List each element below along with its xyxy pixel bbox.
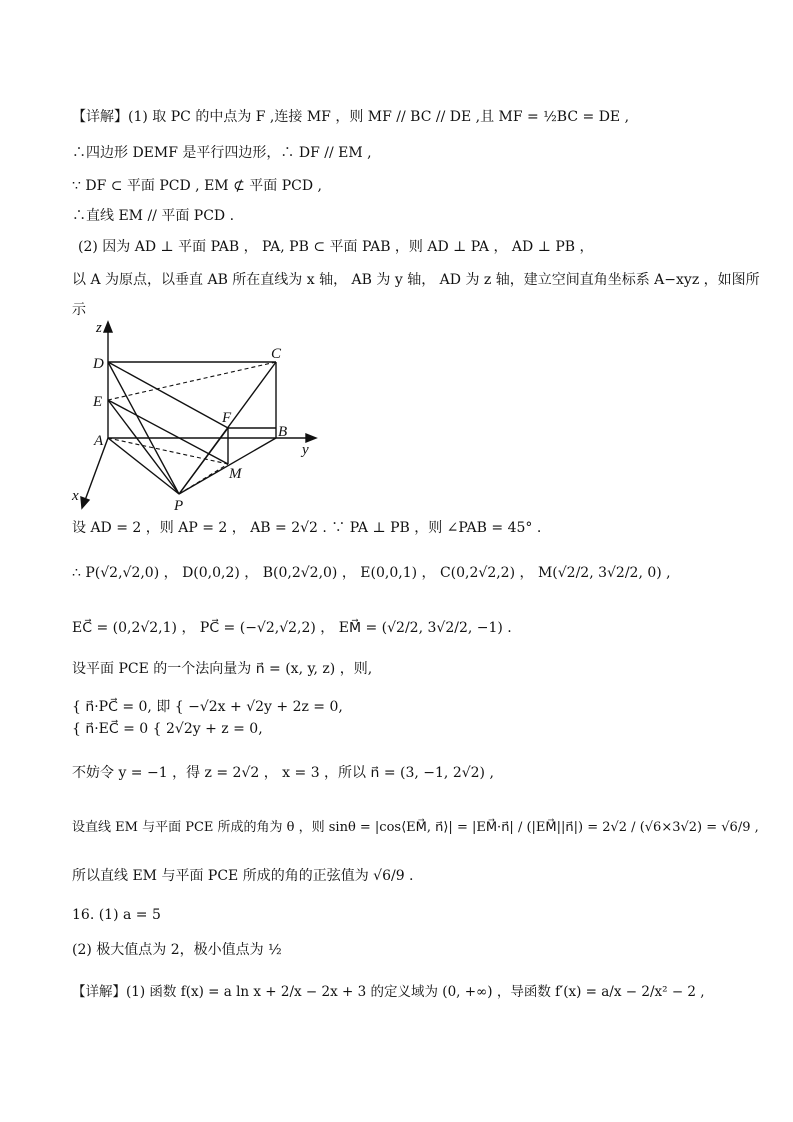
text-line-16: 16. (1) a = 5 — [72, 907, 161, 923]
label-M: M — [229, 466, 242, 482]
dashed-PM — [179, 464, 228, 494]
label-C: C — [271, 346, 282, 362]
dashed-EC — [108, 362, 276, 400]
text-line-17: (2) 极大值点为 2，极小值点为 ½ — [72, 942, 282, 958]
text-line-7: 示 — [72, 302, 86, 318]
z-axis-arrow — [104, 322, 112, 332]
text-line-1: 【详解】(1) 取 PC 的中点为 F ,连接 MF ，则 MF // BC // DE ,且 MF = ½BC = DE , — [72, 109, 630, 125]
label-D: D — [93, 356, 104, 372]
label-x: x — [72, 488, 79, 504]
text-line-2: ∴四边形 DEMF 是平行四边形，∴ DF // EM , — [72, 145, 372, 161]
edge-EM — [108, 400, 228, 464]
text-line-9: ∴ P(√2,√2,0) ， D(0,0,2) ， B(0,2√2,0) ， E(0,0,1) ， C(0,2√2,2) ， M(√2/2, 3√2/2, 0) , — [72, 565, 671, 581]
x-axis-arrow — [81, 497, 89, 508]
label-P: P — [174, 498, 184, 514]
label-B: B — [278, 424, 288, 440]
text-line-12b: { n⃗·EC⃗ = 0 { 2√2y + z = 0, — [72, 721, 263, 737]
text-line-14: 设直线 EM 与平面 PCE 所成的角为 θ ，则 sinθ = |cos⟨EM⃗, n⃗⟩| = |EM⃗·n⃗| / (|EM⃗||n⃗|) = 2√2 / (√6×3√2) = √6/9 , — [72, 820, 759, 835]
text-line-11: 设平面 PCE 的一个法向量为 n⃗ = (x, y, z) ，则, — [72, 661, 373, 677]
coordinate-figure — [66, 318, 326, 518]
text-line-8: 设 AD = 2 ，则 AP = 2 ， AB = 2√2 . ∵ PA ⊥ PB ，则 ∠PAB = 45° . — [72, 520, 542, 536]
label-y: y — [302, 442, 309, 458]
text-line-3: ∵ DF ⊂ 平面 PCD , EM ⊄ 平面 PCD , — [72, 178, 322, 194]
text-line-4: ∴直线 EM // 平面 PCD . — [72, 208, 235, 224]
label-A: A — [94, 433, 104, 449]
text-line-6: 以 A 为原点，以垂直 AB 所在直线为 x 轴， AB 为 y 轴， AD 为 z 轴，建立空间直角坐标系 A−xyz ，如图所 — [72, 272, 760, 288]
label-F: F — [222, 410, 232, 426]
y-axis-arrow — [306, 434, 316, 442]
label-z: z — [96, 320, 102, 336]
text-line-13: 不妨令 y = −1 ，得 z = 2√2 ， x = 3 ，所以 n⃗ = (3, −1, 2√2) , — [72, 765, 494, 781]
text-line-12a: { n⃗·PC⃗ = 0, 即 { −√2x + √2y + 2z = 0, — [72, 699, 343, 715]
text-line-10: EC⃗ = (0,2√2,1) ， PC⃗ = (−√2,√2,2) ， EM⃗ = (√2/2, 3√2/2, −1) . — [72, 620, 512, 636]
text-line-15: 所以直线 EM 与平面 PCE 所成的角的正弦值为 √6/9 . — [72, 868, 414, 884]
text-line-18: 【详解】(1) 函数 f(x) = a ln x + 2/x − 2x + 3 的定义域为 (0, +∞) ，导函数 f′(x) = a/x − 2/x² − 2 , — [72, 984, 705, 1000]
label-E: E — [93, 394, 103, 410]
text-line-5: (2) 因为 AD ⊥ 平面 PAB ， PA, PB ⊂ 平面 PAB ，则 AD ⊥ PA ， AD ⊥ PB ， — [78, 239, 594, 255]
